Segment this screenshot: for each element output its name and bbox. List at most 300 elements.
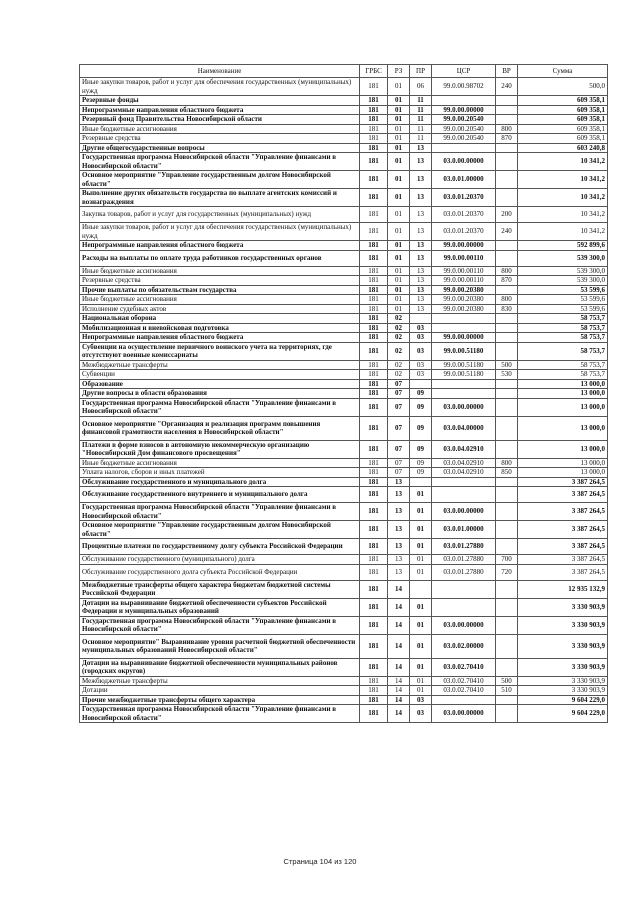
cell-vr: 800 <box>496 458 518 468</box>
page-footer: Страница 104 из 120 <box>283 857 357 866</box>
cell-name: Государственная программа Новосибирской области "Управление финансами в Новосибирской области" <box>80 705 360 723</box>
cell-vr <box>496 143 518 153</box>
table-row <box>80 323 608 333</box>
cell-sum: 3 387 264,5 <box>518 477 608 487</box>
cell-sum: 10 341,2 <box>518 207 608 223</box>
cell-sum: 13 000,0 <box>518 440 608 458</box>
cell-pr: 09 <box>410 458 432 468</box>
cell-grbs: 181 <box>360 658 388 676</box>
table-row <box>80 440 608 458</box>
cell-pr: 13 <box>410 207 432 223</box>
table-row <box>80 370 608 380</box>
cell-csr: 99.0.00.51180 <box>432 370 496 380</box>
cell-pr: 09 <box>410 389 432 399</box>
cell-rz: 13 <box>388 555 410 565</box>
cell-sum: 500,0 <box>518 78 608 96</box>
cell-sum: 609 358,1 <box>518 105 608 115</box>
cell-csr: 99.0.00.00000 <box>432 333 496 343</box>
cell-name: Резервные фонды <box>80 96 360 106</box>
cell-vr <box>496 695 518 705</box>
table-row <box>80 598 608 616</box>
cell-rz: 01 <box>388 78 410 96</box>
cell-pr: 13 <box>410 153 432 171</box>
cell-grbs: 181 <box>360 458 388 468</box>
cell-rz: 14 <box>388 705 410 723</box>
cell-name: Непрограммные направления областного бюджета <box>80 105 360 115</box>
cell-pr: 13 <box>410 143 432 153</box>
cell-sum: 3 387 264,5 <box>518 539 608 555</box>
cell-pr: 13 <box>410 241 432 251</box>
cell-sum: 9 604 229,0 <box>518 695 608 705</box>
table-row <box>80 115 608 125</box>
cell-grbs: 181 <box>360 555 388 565</box>
table-row <box>80 250 608 266</box>
cell-name: Иные бюджетные ассигнования <box>80 124 360 134</box>
cell-vr: 720 <box>496 564 518 580</box>
cell-rz: 13 <box>388 503 410 521</box>
cell-pr: 09 <box>410 468 432 478</box>
cell-name: Исполнение судебных актов <box>80 304 360 314</box>
header-grbs: ГРБС <box>360 65 388 78</box>
cell-name: Иные бюджетные ассигнования <box>80 458 360 468</box>
cell-rz: 02 <box>388 360 410 370</box>
cell-sum: 58 753,7 <box>518 370 608 380</box>
cell-vr: 500 <box>496 360 518 370</box>
table-row <box>80 564 608 580</box>
table-row <box>80 241 608 251</box>
header-name: Наименование <box>80 65 360 78</box>
cell-name: Государственная программа Новосибирской области "Управление финансами в Новосибирской области" <box>80 153 360 171</box>
cell-sum: 3 387 264,5 <box>518 487 608 503</box>
cell-vr <box>496 241 518 251</box>
table-row <box>80 153 608 171</box>
cell-csr: 03.0.02.70410 <box>432 676 496 686</box>
table-row <box>80 143 608 153</box>
table-row <box>80 580 608 598</box>
cell-csr: 03.0.01.27880 <box>432 539 496 555</box>
cell-pr: 13 <box>410 285 432 295</box>
cell-grbs: 181 <box>360 304 388 314</box>
cell-name: Государственная программа Новосибирской области "Управление финансами в Новосибирской области" <box>80 503 360 521</box>
cell-name: Межбюджетные трансферты <box>80 676 360 686</box>
cell-grbs: 181 <box>360 295 388 305</box>
cell-vr <box>496 314 518 324</box>
cell-rz: 02 <box>388 314 410 324</box>
cell-csr: 03.0.04.02910 <box>432 440 496 458</box>
cell-vr: 240 <box>496 78 518 96</box>
cell-pr: 01 <box>410 686 432 696</box>
cell-sum: 13 000,0 <box>518 398 608 416</box>
table-row <box>80 379 608 389</box>
cell-csr: 03.0.02.70410 <box>432 658 496 676</box>
cell-name: Основное мероприятие "Управление государственным долгом Новосибирской области" <box>80 171 360 189</box>
cell-vr: 850 <box>496 468 518 478</box>
cell-grbs: 181 <box>360 686 388 696</box>
cell-csr <box>432 143 496 153</box>
table-header-row <box>80 65 608 78</box>
cell-sum: 609 358,1 <box>518 115 608 125</box>
cell-grbs: 181 <box>360 379 388 389</box>
cell-pr: 01 <box>410 539 432 555</box>
cell-name: Выполнение других обязательств государства по выплате агентских комиссий и вознаграждения <box>80 189 360 207</box>
budget-table <box>79 64 608 723</box>
header-sum: Сумма <box>518 65 608 78</box>
cell-name: Обслуживание государственного и муниципального долга <box>80 477 360 487</box>
cell-grbs: 181 <box>360 266 388 276</box>
cell-name: Непрограммные направления областного бюджета <box>80 241 360 251</box>
table-row <box>80 477 608 487</box>
cell-vr: 530 <box>496 370 518 380</box>
cell-rz: 01 <box>388 223 410 241</box>
cell-vr <box>496 105 518 115</box>
cell-sum: 3 330 903,9 <box>518 658 608 676</box>
cell-pr: 03 <box>410 342 432 360</box>
cell-grbs: 181 <box>360 333 388 343</box>
cell-csr: 03.0.01.00000 <box>432 171 496 189</box>
cell-vr <box>496 285 518 295</box>
cell-csr: 03.0.04.00000 <box>432 416 496 440</box>
cell-csr: 03.0.00.00000 <box>432 153 496 171</box>
cell-name: Закупка товаров, работ и услуг для государственных (муниципальных) нужд <box>80 207 360 223</box>
cell-name: Расходы на выплаты по оплате труда работников государственных органов <box>80 250 360 266</box>
cell-vr <box>496 616 518 634</box>
cell-csr: 99.0.00.51180 <box>432 360 496 370</box>
cell-grbs: 181 <box>360 285 388 295</box>
cell-sum: 9 604 229,0 <box>518 705 608 723</box>
cell-pr: 03 <box>410 695 432 705</box>
cell-rz: 01 <box>388 189 410 207</box>
table-row <box>80 360 608 370</box>
cell-rz: 01 <box>388 105 410 115</box>
cell-grbs: 181 <box>360 143 388 153</box>
cell-sum: 13 000,0 <box>518 468 608 478</box>
cell-grbs: 181 <box>360 539 388 555</box>
cell-csr: 03.0.00.00000 <box>432 503 496 521</box>
cell-sum: 13 000,0 <box>518 389 608 399</box>
cell-csr: 03.0.01.27880 <box>432 564 496 580</box>
cell-pr: 01 <box>410 503 432 521</box>
table-row <box>80 96 608 106</box>
cell-rz: 13 <box>388 564 410 580</box>
cell-rz: 13 <box>388 521 410 539</box>
cell-rz: 13 <box>388 539 410 555</box>
cell-sum: 539 300,0 <box>518 276 608 286</box>
table-row <box>80 223 608 241</box>
cell-vr <box>496 440 518 458</box>
cell-sum: 592 899,6 <box>518 241 608 251</box>
cell-name: Субвенции на осуществление первичного воинского учета на территориях, где отсутствуют военные комиссариаты <box>80 342 360 360</box>
cell-grbs: 181 <box>360 598 388 616</box>
cell-grbs: 181 <box>360 487 388 503</box>
cell-vr <box>496 153 518 171</box>
cell-name: Прочие межбюджетные трансферты общего характера <box>80 695 360 705</box>
cell-sum: 13 000,0 <box>518 379 608 389</box>
table-row <box>80 134 608 144</box>
cell-pr: 06 <box>410 78 432 96</box>
cell-vr: 240 <box>496 223 518 241</box>
cell-vr: 800 <box>496 266 518 276</box>
cell-sum: 3 330 903,9 <box>518 686 608 696</box>
cell-csr: 03.0.00.00000 <box>432 398 496 416</box>
cell-name: Платежи в форме взносов в автономную некоммерческую организацию "Новосибирский Дом финансового просвещения" <box>80 440 360 458</box>
cell-sum: 58 753,7 <box>518 314 608 324</box>
cell-name: Государственная программа Новосибирской области "Управление финансами в Новосибирской области" <box>80 398 360 416</box>
cell-vr <box>496 416 518 440</box>
cell-rz: 14 <box>388 686 410 696</box>
header-vr: ВР <box>496 65 518 78</box>
table-row <box>80 171 608 189</box>
cell-pr: 13 <box>410 266 432 276</box>
table-row <box>80 207 608 223</box>
cell-csr: 03.0.00.00000 <box>432 705 496 723</box>
cell-rz: 14 <box>388 658 410 676</box>
cell-rz: 07 <box>388 398 410 416</box>
cell-rz: 07 <box>388 379 410 389</box>
cell-pr <box>410 580 432 598</box>
cell-csr: 99.0.00.20380 <box>432 295 496 305</box>
cell-rz: 01 <box>388 276 410 286</box>
cell-name: Другие вопросы в области образования <box>80 389 360 399</box>
cell-csr: 03.0.04.02910 <box>432 458 496 468</box>
cell-name: Дотации на выравнивание бюджетной обеспеченности муниципальных районов (городских округов) <box>80 658 360 676</box>
cell-vr <box>496 323 518 333</box>
cell-pr: 01 <box>410 564 432 580</box>
cell-sum: 3 330 903,9 <box>518 634 608 658</box>
cell-sum: 609 358,1 <box>518 96 608 106</box>
cell-csr: 03.0.01.00000 <box>432 521 496 539</box>
cell-grbs: 181 <box>360 250 388 266</box>
cell-name: Дотации на выравнивание бюджетной обеспеченности субъектов Российской Федерации и муниципальных образований <box>80 598 360 616</box>
cell-grbs: 181 <box>360 241 388 251</box>
cell-pr: 13 <box>410 171 432 189</box>
table-row <box>80 389 608 399</box>
cell-grbs: 181 <box>360 389 388 399</box>
cell-vr <box>496 96 518 106</box>
table-row <box>80 658 608 676</box>
cell-name: Образование <box>80 379 360 389</box>
table-row <box>80 266 608 276</box>
cell-name: Прочие выплаты по обязательствам государства <box>80 285 360 295</box>
cell-grbs: 181 <box>360 342 388 360</box>
cell-pr: 03 <box>410 370 432 380</box>
cell-rz: 14 <box>388 598 410 616</box>
table-row <box>80 521 608 539</box>
cell-grbs: 181 <box>360 695 388 705</box>
cell-sum: 53 599,6 <box>518 285 608 295</box>
cell-rz: 02 <box>388 333 410 343</box>
cell-grbs: 181 <box>360 171 388 189</box>
cell-vr <box>496 487 518 503</box>
cell-vr <box>496 189 518 207</box>
cell-pr: 03 <box>410 705 432 723</box>
cell-rz: 13 <box>388 487 410 503</box>
table-row <box>80 304 608 314</box>
cell-vr: 700 <box>496 555 518 565</box>
cell-pr: 03 <box>410 333 432 343</box>
cell-pr: 01 <box>410 658 432 676</box>
cell-rz: 01 <box>388 124 410 134</box>
table-row <box>80 276 608 286</box>
cell-grbs: 181 <box>360 580 388 598</box>
cell-pr <box>410 477 432 487</box>
cell-sum: 10 341,2 <box>518 223 608 241</box>
cell-grbs: 181 <box>360 477 388 487</box>
cell-csr: 99.0.00.00110 <box>432 266 496 276</box>
table-row <box>80 686 608 696</box>
cell-sum: 53 599,6 <box>518 295 608 305</box>
cell-grbs: 181 <box>360 314 388 324</box>
cell-name: Обслуживание государственного долга субъекта Российской Федерации <box>80 564 360 580</box>
table-row <box>80 539 608 555</box>
cell-csr: 99.0.00.20540 <box>432 115 496 125</box>
cell-rz: 07 <box>388 440 410 458</box>
cell-rz: 14 <box>388 634 410 658</box>
cell-name: Резервные средства <box>80 276 360 286</box>
header-pr: ПР <box>410 65 432 78</box>
cell-rz: 14 <box>388 676 410 686</box>
cell-sum: 3 387 264,5 <box>518 503 608 521</box>
cell-grbs: 181 <box>360 189 388 207</box>
cell-grbs: 181 <box>360 370 388 380</box>
cell-name: Иные закупки товаров, работ и услуг для обеспечения государственных (муниципальных) нужд <box>80 223 360 241</box>
cell-rz: 14 <box>388 580 410 598</box>
cell-csr: 99.0.00.00110 <box>432 276 496 286</box>
cell-vr: 500 <box>496 676 518 686</box>
cell-vr: 200 <box>496 207 518 223</box>
cell-rz: 07 <box>388 389 410 399</box>
cell-pr: 01 <box>410 521 432 539</box>
cell-sum: 10 341,2 <box>518 171 608 189</box>
cell-name: Иные закупки товаров, работ и услуг для обеспечения государственных (муниципальных) нужд <box>80 78 360 96</box>
cell-vr: 870 <box>496 134 518 144</box>
table-row <box>80 124 608 134</box>
table-row <box>80 285 608 295</box>
cell-name: Межбюджетные трансферты <box>80 360 360 370</box>
cell-grbs: 181 <box>360 676 388 686</box>
cell-sum: 58 753,7 <box>518 360 608 370</box>
cell-vr <box>496 634 518 658</box>
cell-csr <box>432 477 496 487</box>
cell-grbs: 181 <box>360 153 388 171</box>
cell-pr: 11 <box>410 134 432 144</box>
cell-grbs: 181 <box>360 134 388 144</box>
cell-name: Государственная программа Новосибирской области "Управление финансами в Новосибирской области" <box>80 616 360 634</box>
cell-sum: 3 387 264,5 <box>518 555 608 565</box>
table-body <box>80 78 608 723</box>
cell-rz: 01 <box>388 304 410 314</box>
cell-vr <box>496 333 518 343</box>
cell-name: Уплата налогов, сборов и иных платежей <box>80 468 360 478</box>
cell-sum: 53 599,6 <box>518 304 608 314</box>
cell-vr <box>496 398 518 416</box>
cell-pr: 09 <box>410 398 432 416</box>
cell-sum: 3 387 264,5 <box>518 521 608 539</box>
table-row <box>80 78 608 96</box>
cell-pr: 11 <box>410 115 432 125</box>
cell-rz: 07 <box>388 468 410 478</box>
cell-rz: 01 <box>388 266 410 276</box>
cell-grbs: 181 <box>360 115 388 125</box>
cell-pr: 01 <box>410 598 432 616</box>
cell-grbs: 181 <box>360 634 388 658</box>
cell-csr <box>432 379 496 389</box>
cell-csr <box>432 96 496 106</box>
cell-vr: 830 <box>496 304 518 314</box>
cell-rz: 01 <box>388 115 410 125</box>
cell-pr: 11 <box>410 105 432 115</box>
cell-grbs: 181 <box>360 105 388 115</box>
cell-name: Обслуживание государственного (муниципального) долга <box>80 555 360 565</box>
cell-grbs: 181 <box>360 207 388 223</box>
cell-csr <box>432 389 496 399</box>
cell-pr: 13 <box>410 295 432 305</box>
cell-pr: 01 <box>410 676 432 686</box>
cell-grbs: 181 <box>360 468 388 478</box>
cell-pr: 01 <box>410 555 432 565</box>
table-row <box>80 503 608 521</box>
cell-rz: 01 <box>388 143 410 153</box>
cell-sum: 10 341,2 <box>518 189 608 207</box>
cell-vr: 510 <box>496 686 518 696</box>
cell-name: Непрограммные направления областного бюджета <box>80 333 360 343</box>
cell-pr: 13 <box>410 189 432 207</box>
cell-csr: 99.0.00.00110 <box>432 250 496 266</box>
cell-csr: 99.0.00.20540 <box>432 124 496 134</box>
cell-pr: 01 <box>410 634 432 658</box>
cell-sum: 539 300,0 <box>518 250 608 266</box>
cell-vr: 800 <box>496 124 518 134</box>
cell-rz: 02 <box>388 370 410 380</box>
header-rz: РЗ <box>388 65 410 78</box>
cell-vr <box>496 342 518 360</box>
cell-name: Основное мероприятие "Управление государственным долгом Новосибирской области" <box>80 521 360 539</box>
cell-grbs: 181 <box>360 521 388 539</box>
cell-pr: 09 <box>410 416 432 440</box>
cell-rz: 01 <box>388 250 410 266</box>
cell-csr: 99.0.00.98702 <box>432 78 496 96</box>
cell-csr: 99.0.00.20380 <box>432 285 496 295</box>
cell-name: Иные бюджетные ассигнования <box>80 266 360 276</box>
cell-grbs: 181 <box>360 503 388 521</box>
cell-grbs: 181 <box>360 360 388 370</box>
cell-csr <box>432 580 496 598</box>
cell-name: Основное мероприятие" Выравнивание уровня расчетной бюджетной обеспеченности муниципальных образований Новосибирской области" <box>80 634 360 658</box>
table-row <box>80 616 608 634</box>
cell-pr: 03 <box>410 323 432 333</box>
cell-vr <box>496 477 518 487</box>
table-row <box>80 314 608 324</box>
cell-sum: 12 935 132,9 <box>518 580 608 598</box>
cell-vr <box>496 580 518 598</box>
cell-pr: 13 <box>410 250 432 266</box>
cell-sum: 10 341,2 <box>518 153 608 171</box>
cell-pr: 09 <box>410 440 432 458</box>
cell-sum: 3 387 264,5 <box>518 564 608 580</box>
cell-sum: 13 000,0 <box>518 416 608 440</box>
cell-grbs: 181 <box>360 705 388 723</box>
cell-csr: 03.0.01.27880 <box>432 555 496 565</box>
cell-pr: 11 <box>410 96 432 106</box>
cell-grbs: 181 <box>360 440 388 458</box>
cell-pr: 01 <box>410 487 432 503</box>
cell-name: Основное мероприятие "Организация и реализация программ повышения финансовой грамотности населения в Новосибирской области" <box>80 416 360 440</box>
cell-rz: 01 <box>388 295 410 305</box>
cell-rz: 02 <box>388 342 410 360</box>
cell-vr <box>496 171 518 189</box>
cell-grbs: 181 <box>360 276 388 286</box>
cell-csr: 03.0.04.02910 <box>432 468 496 478</box>
cell-grbs: 181 <box>360 96 388 106</box>
